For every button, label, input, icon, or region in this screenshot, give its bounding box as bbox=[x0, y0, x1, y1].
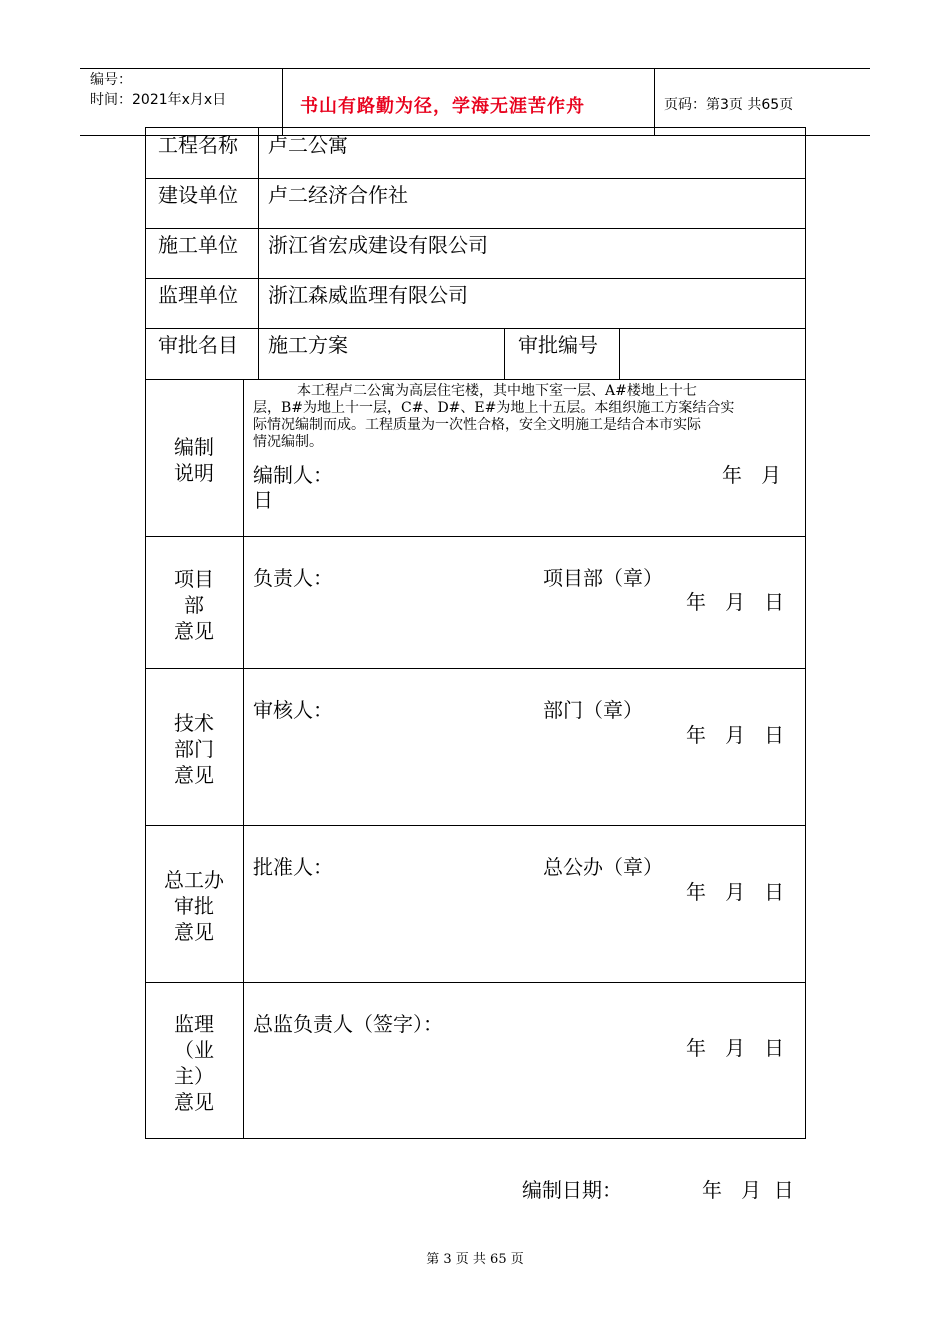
supervision-label: 监理 （业 主） 意见 bbox=[174, 1012, 214, 1114]
col-divider-opinion bbox=[243, 379, 244, 1139]
project-dept-date: 年 月 日 bbox=[686, 590, 785, 614]
contractor-value: 浙江省宏成建设有限公司 bbox=[268, 233, 488, 257]
document-number-label: 编号： bbox=[90, 72, 132, 88]
tech-dept-person: 审核人： bbox=[253, 698, 333, 722]
col-divider-label bbox=[258, 127, 259, 380]
compile-description: 本工程卢二公寓为高层住宅楼，其中地下室一层、A#楼地上十七 层，B#为地上十一层，C#、D#、E#为地上十五层。本组织施工方案结合实 际情况编制而成。工程质量为一次性合格，安全文明施工是结合本市实际 情况编制。 bbox=[253, 383, 735, 450]
project-dept-person: 负责人： bbox=[253, 566, 333, 590]
approval-name-label: 审批名目 bbox=[158, 333, 238, 357]
project-dept-stamp: 项目部（章） bbox=[543, 566, 663, 590]
compile-label: 编制 说明 bbox=[174, 435, 214, 485]
header-divider-left bbox=[282, 68, 283, 135]
approval-name-value: 施工方案 bbox=[268, 333, 348, 357]
header-motto: 书山有路勤为径，学海无涯苦作舟 bbox=[300, 96, 585, 117]
chief-office-label: 总工办 审批 意见 bbox=[164, 868, 224, 944]
tech-dept-label: 技术 部门 意见 bbox=[174, 711, 214, 787]
header-divider-right bbox=[654, 68, 655, 135]
block-supervision bbox=[145, 982, 806, 1139]
compile-date-ym: 年 月 bbox=[722, 463, 782, 487]
row-approval-name bbox=[145, 328, 806, 380]
row-supervisor bbox=[145, 278, 806, 329]
project-name-label: 工程名称 bbox=[158, 133, 238, 157]
supervision-date: 年 月 日 bbox=[686, 1036, 785, 1060]
supervision-person: 总监负责人（签字）： bbox=[253, 1012, 443, 1036]
col-divider-approval-no bbox=[504, 328, 505, 380]
col-divider-approval-no-value bbox=[619, 328, 620, 380]
page-footer: 第 3 页 共 65 页 bbox=[426, 1252, 524, 1267]
chief-office-stamp: 总公办（章） bbox=[543, 855, 663, 879]
header-page-info: 页码：第3页 共65页 bbox=[664, 97, 794, 113]
compile-date-day: 日 bbox=[253, 488, 273, 512]
approval-number-label: 审批编号 bbox=[518, 333, 598, 357]
compile-date-label: 编制日期： bbox=[522, 1178, 622, 1202]
compiler-label: 编制人： bbox=[253, 463, 333, 487]
document-time: 时间：2021年x月x日 bbox=[90, 92, 227, 108]
block-tech-dept bbox=[145, 668, 806, 826]
contractor-label: 施工单位 bbox=[158, 233, 238, 257]
header-top-rule bbox=[80, 68, 870, 69]
header-meta bbox=[90, 70, 226, 110]
tech-dept-stamp: 部门（章） bbox=[543, 698, 643, 722]
chief-office-person: 批准人： bbox=[253, 855, 333, 879]
block-chief-office bbox=[145, 825, 806, 983]
project-name-value: 卢二公寓 bbox=[268, 133, 348, 157]
project-dept-label: 项目 部 意见 bbox=[174, 567, 214, 643]
compile-date-value: 年 月 日 bbox=[702, 1178, 794, 1202]
supervisor-value: 浙江森威监理有限公司 bbox=[268, 283, 468, 307]
chief-office-date: 年 月 日 bbox=[686, 880, 785, 904]
builder-value: 卢二经济合作社 bbox=[268, 183, 408, 207]
tech-dept-date: 年 月 日 bbox=[686, 723, 785, 747]
supervisor-label: 监理单位 bbox=[158, 283, 238, 307]
row-builder bbox=[145, 178, 806, 229]
row-project-name bbox=[145, 127, 806, 179]
builder-label: 建设单位 bbox=[158, 183, 238, 207]
